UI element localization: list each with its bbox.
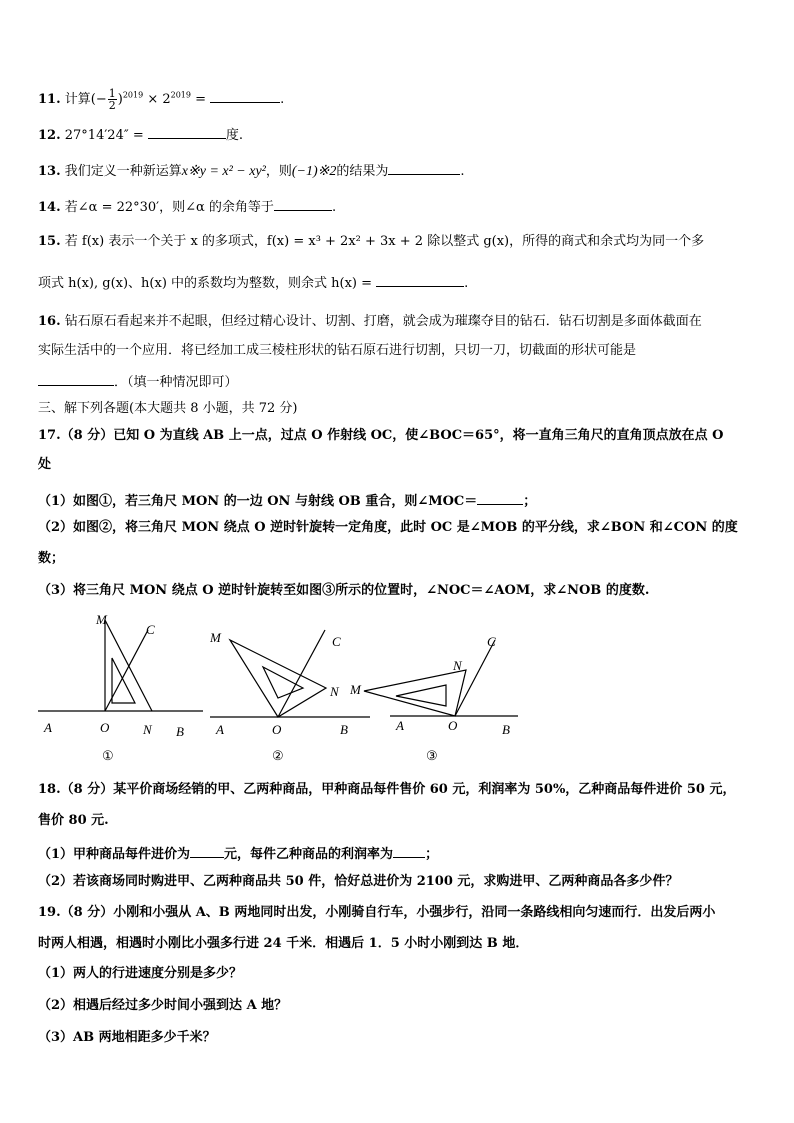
figure-2 [210,618,370,768]
q16-number: 16. [38,314,61,329]
q12-number: 12. [38,128,61,143]
fig3-label-a: A [396,718,404,733]
fig1-label-m: M [96,612,107,627]
q11-open: (− [90,92,107,107]
q12-answer-blank[interactable] [148,124,226,139]
question-19-part2: （2）相遇后经过多少时间小强到达 A 地？ [38,998,288,1013]
q13-text: 我们定义一种新运算 [64,164,182,179]
fig2-label-n: N [330,684,339,699]
q18-rate-blank[interactable] [393,843,425,858]
q16-line2: 实际生活中的一个应用．将已经加工成三棱柱形状的钻石原石进行切割，只切一刀，切截面的形状可能是 [38,343,637,358]
fig1-label-n: N [143,722,152,737]
question-18-head: 18.（8 分）某平价商场经销的甲、乙两种商品，甲种商品每件售价 60 元，利润率为 50%，乙种商品每件进价 50 元， [38,782,736,797]
fig3-label-m: M [350,682,361,697]
q14-number: 14. [38,200,61,215]
q14-answer-blank[interactable] [274,196,332,211]
question-19-part3: （3）AB 两地相距多少千米？ [38,1030,216,1045]
fig1-caption: ① [102,748,114,763]
question-17-head2: 处 [38,457,52,472]
fig1-label-a: A [44,720,52,735]
fig3-label-n: N [453,658,462,673]
fig3-label-c: C [487,634,496,649]
figure-1 [38,608,203,768]
question-12: 12. 27°14′24″ = 度. [38,124,243,146]
q16-line3: ．（填一种情况即可） [114,375,238,390]
q11-eq: = [190,92,211,107]
q11-exp1: 2019 [122,90,144,100]
q15-number: 15. [38,234,61,249]
fig2-label-m: M [210,630,221,645]
question-15 [38,232,704,252]
fig2-label-b: B [340,722,348,737]
q15-line1: 若 f(x) 表示一个关于 x 的多项式，f(x) = x³ + 2x² + 3x + 2 除以整式 g(x)，所得的商式和余式均为同一个多 [64,234,705,249]
q11-times: × 2 [143,92,171,107]
section-3-heading: 三、解下列各题(本大题共 8 小题，共 72 分) [38,401,298,416]
fig2-label-a: A [216,722,224,737]
question-11: 11. 计算(− $\frac{1}{2}$ )$^{2019} \times 2^{2019}$ = . [38,87,285,112]
fig1-label-b: B [176,724,184,739]
q13-operation: x※y = x² − xy² [181,164,266,179]
q15-line2: 项式 h(x), g(x)、h(x) 中的系数均为整数，则余式 h(x) = [38,276,377,291]
question-19-head2: 时两人相遇，相遇时小刚比小强多行进 24 千米．相遇后 1．5 小时小刚到达 B 地． [38,936,529,951]
q18-cost-blank[interactable] [190,843,224,858]
question-15-line2: 项式 h(x), g(x)、h(x) 中的系数均为整数，则余式 h(x) = . [38,272,468,294]
q11-close: ) [117,92,123,107]
q11-answer-blank[interactable] [210,88,280,103]
q11-exp2: 2019 [170,90,191,100]
question-17-head: 17.（8 分）已知 O 为直线 AB 上一点，过点 O 作射线 OC，使∠BOC＝65°，将一直角三角尺的直角顶点放在点 O [38,428,724,443]
q12-text: 27°14′24″ = [64,128,148,143]
fig2-label-c: C [332,634,341,649]
q11-text: 计算 [64,92,91,107]
question-18-part2: （2）若该商场同时购进甲、乙两种商品共 50 件，恰好总进价为 2100 元，求购进甲、乙两种商品各多少件？ [38,874,679,889]
fig2-label-o: O [272,722,282,737]
question-19-head: 19.（8 分）小刚和小强从 A、B 两地同时出发，小刚骑自行车，小强步行，沿同一条路线相向匀速而行．出发后两小 [38,905,716,920]
fig1-label-c: C [146,622,155,637]
q16-line1: 钻石原石看起来并不起眼，但经过精心设计、切割、打磨，就会成为璀璨夺目的钻石．钻石切割是多面体截面在 [64,314,702,329]
q11-fraction: $\frac{1}{2}$ [108,87,116,112]
q13-expression: (−1)※2 [291,164,337,179]
question-18-part1: （1）甲种商品每件进价为 元，每件乙种商品的利润率为 ； [38,843,438,865]
q15-answer-blank[interactable] [376,272,464,287]
question-16-line3 [38,371,238,393]
q13-answer-blank[interactable] [388,160,460,175]
q13-number: 13. [38,164,61,179]
question-16 [38,312,702,332]
question-17-part3: （3）将三角尺 MON 绕点 O 逆时针旋转至如图③所示的位置时，∠NOC＝∠AOM，求∠NOB 的度数. [38,583,650,598]
question-17-part2: （2）如图②，将三角尺 MON 绕点 O 逆时针旋转一定角度，此时 OC 是∠MOB 的平分线，求∠BON 和∠CON 的度 [38,520,738,535]
question-19-part1: （1）两人的行进速度分别是多少？ [38,966,243,981]
question-13: 13. 我们定义一种新运算x※y = x² − xy²，则(−1)※2的结果为 . [38,160,465,182]
question-14: 14. 若∠α = 22°30′，则∠α 的余角等于 . [38,196,336,218]
question-17-part2-line2: 数； [38,551,65,566]
fig3-caption: ③ [426,748,438,763]
fig3-label-o: O [448,718,458,733]
q16-answer-blank[interactable] [38,371,114,386]
fig3-label-b: B [502,722,510,737]
question-18-head2: 售价 80 元. [38,813,109,828]
figure-3 [350,628,520,768]
q17-answer-blank[interactable] [477,490,523,505]
question-16-line2 [38,341,636,361]
question-17-part1: （1）如图①，若三角尺 MON 的一边 ON 与射线 OB 重合，则∠MOC＝ ； [38,490,536,512]
q11-number: 11. [38,92,61,107]
q14-text: 若∠α = 22°30′，则∠α 的余角等于 [64,200,274,215]
fig2-caption: ② [272,748,284,763]
fig1-label-o: O [100,720,110,735]
